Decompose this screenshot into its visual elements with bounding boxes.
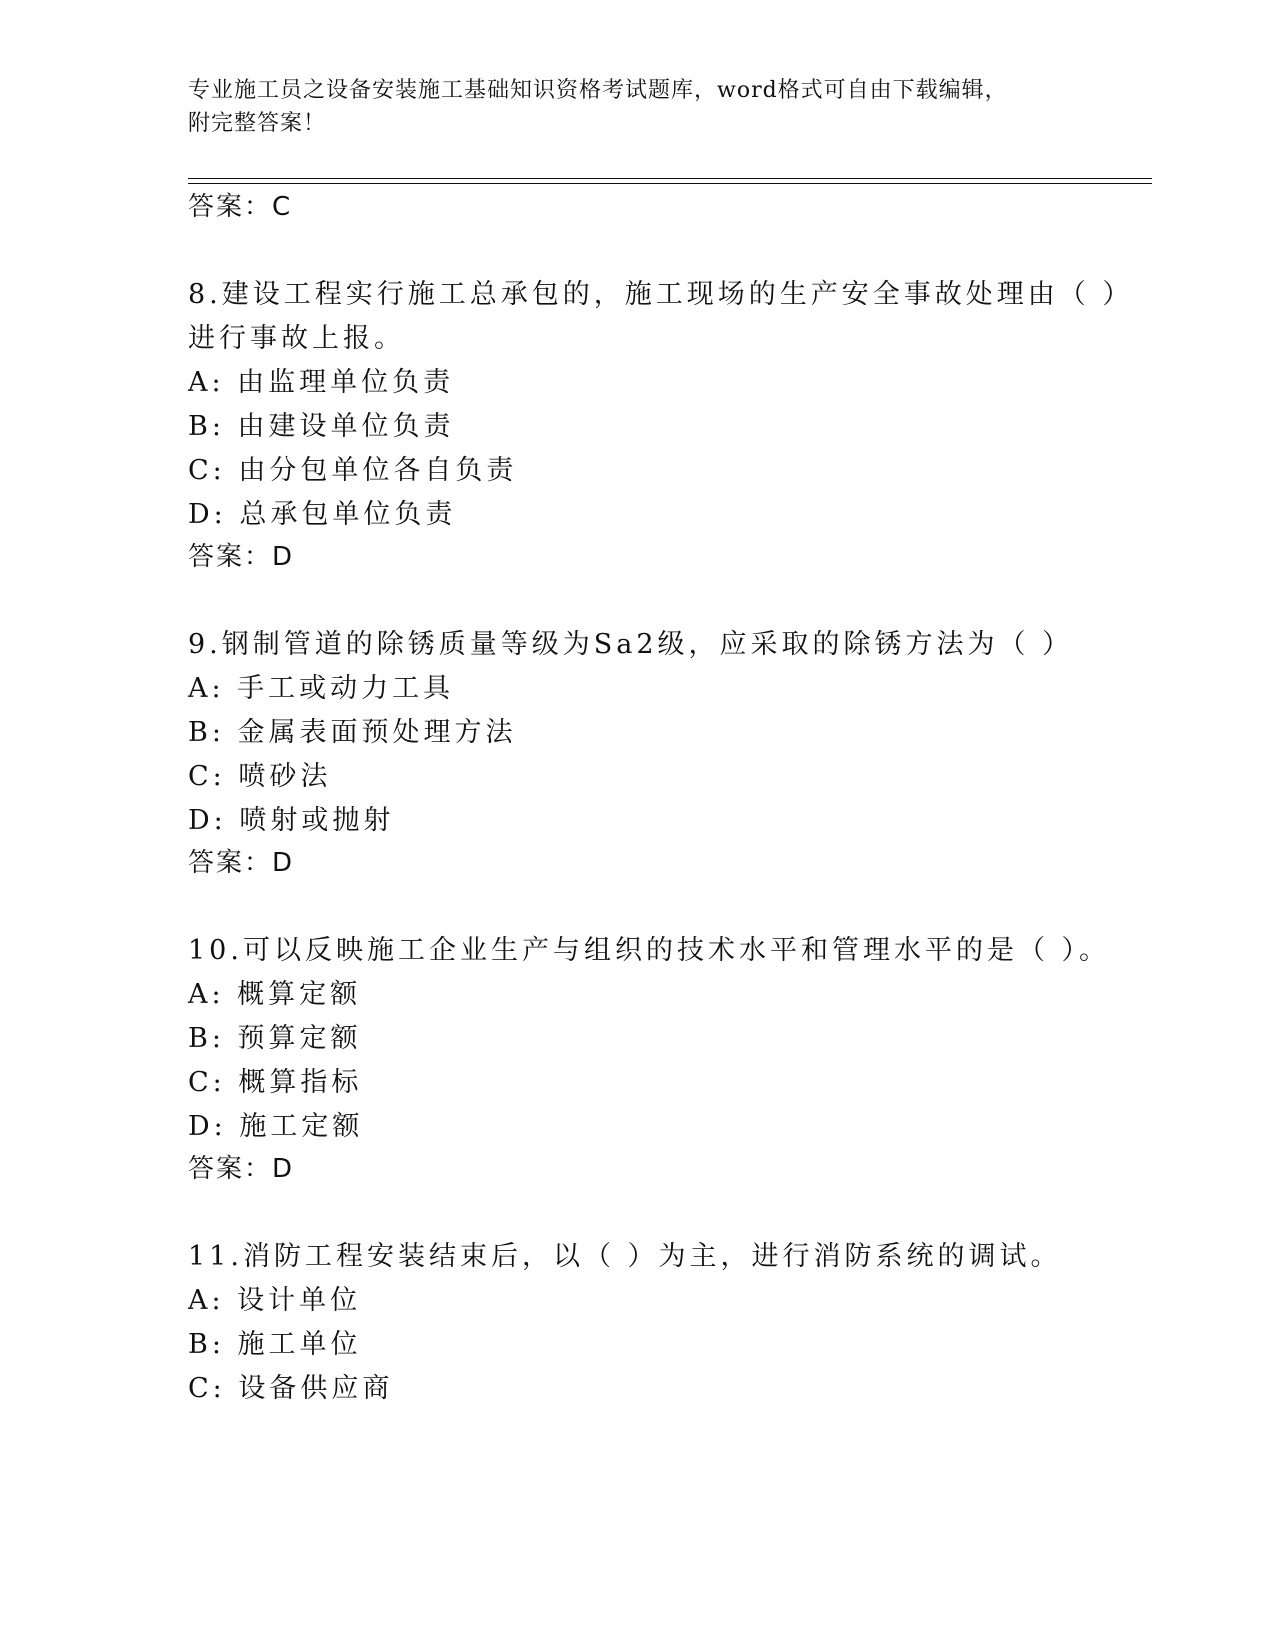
question-10-stem: 10.可以反映施工企业生产与组织的技术水平和管理水平的是（ ）。	[188, 935, 1111, 966]
question-10-option-a: A: 概算定额	[188, 979, 362, 1010]
header-divider-top	[188, 178, 1152, 179]
question-8-option-c: C: 由分包单位各自负责	[188, 455, 518, 486]
header-line-1: 专业施工员之设备安装施工基础知识资格考试题库，word格式可自由下载编辑，	[188, 78, 1008, 103]
question-8-stem-line-2: 进行事故上报。	[188, 323, 405, 354]
question-11-option-c: C: 设备供应商	[188, 1373, 394, 1404]
question-8-option-d: D: 总承包单位负责	[188, 499, 457, 530]
question-9-option-a: A: 手工或动力工具	[188, 673, 455, 704]
question-11-stem: 11.消防工程安装结束后，以（ ）为主，进行消防系统的调试。	[188, 1241, 1062, 1272]
question-11-option-b: B: 施工单位	[188, 1329, 362, 1360]
question-8-option-b: B: 由建设单位负责	[188, 411, 455, 442]
question-8-option-a: A: 由监理单位负责	[188, 367, 455, 398]
header-line-2: 附完整答案！	[188, 111, 327, 136]
question-9-option-d: D: 喷射或抛射	[188, 805, 395, 836]
previous-answer: 答案：C	[188, 192, 293, 222]
question-9-stem: 9.钢制管道的除锈质量等级为Sa2级，应采取的除锈方法为（ ）	[188, 629, 1074, 660]
question-9-option-c: C: 喷砂法	[188, 761, 332, 792]
question-10-option-b: B: 预算定额	[188, 1023, 362, 1054]
question-8-answer: 答案：D	[188, 542, 295, 572]
header-divider-bottom	[188, 183, 1152, 184]
question-10-option-c: C: 概算指标	[188, 1067, 363, 1098]
question-9-option-b: B: 金属表面预处理方法	[188, 717, 517, 748]
question-10-option-d: D: 施工定额	[188, 1111, 364, 1142]
question-11-option-a: A: 设计单位	[188, 1285, 362, 1316]
question-10-answer: 答案：D	[188, 1154, 295, 1184]
question-9-answer: 答案：D	[188, 848, 295, 878]
document-header	[188, 74, 1068, 140]
question-8-stem-line-1: 8.建设工程实行施工总承包的，施工现场的生产安全事故处理由（ ）	[188, 279, 1134, 310]
